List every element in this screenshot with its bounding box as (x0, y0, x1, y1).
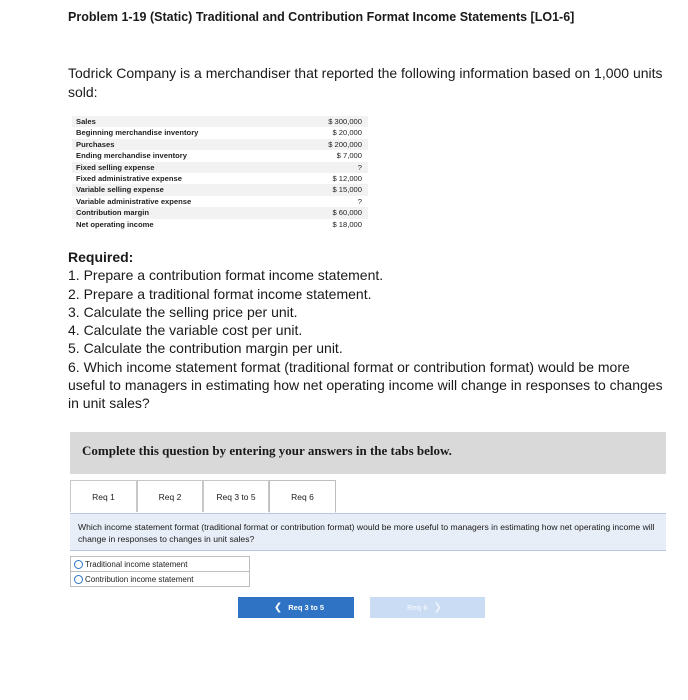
row-value: $ 300,000 (294, 116, 368, 127)
table-row (72, 184, 368, 195)
table-row (72, 207, 368, 218)
row-value: $ 60,000 (294, 207, 368, 218)
next-label: Req 6 (407, 603, 428, 612)
required-item: 5. Calculate the contribution margin per unit. (68, 340, 343, 357)
table-row (72, 196, 368, 207)
required-item: 2. Prepare a traditional format income statement. (68, 285, 372, 302)
option-contribution[interactable] (71, 571, 249, 586)
tab-bar (70, 480, 336, 513)
required-item: 1. Prepare a contribution format income statement. (68, 267, 384, 284)
row-label: Variable selling expense (72, 184, 294, 195)
table-row (72, 162, 368, 173)
row-label: Purchases (72, 139, 294, 150)
row-label: Fixed administrative expense (76, 174, 182, 184)
row-value: $ 18,000 (332, 219, 362, 229)
table-row (72, 139, 368, 150)
row-value: ? (294, 162, 368, 173)
tab-req-6[interactable]: Req 6 (269, 480, 336, 513)
required-section (68, 248, 668, 413)
required-item: 6. Which income statement format (traditional format or contribution format) would be more useful to managers in estimating how net operating income will change in responses to changes in unit sales? (68, 358, 663, 412)
option-traditional[interactable] (71, 557, 249, 571)
row-label: Contribution margin (72, 207, 294, 218)
row-value: $ 12,000 (332, 174, 362, 184)
tab-req-2[interactable]: Req 2 (137, 480, 203, 512)
tab-req-1[interactable]: Req 1 (70, 480, 137, 512)
answer-options (70, 556, 250, 587)
next-button[interactable] (370, 597, 485, 618)
required-item: 3. Calculate the selling price per unit. (68, 303, 298, 320)
table-row (72, 150, 368, 161)
radio-button[interactable] (74, 560, 83, 569)
table-row (72, 219, 368, 230)
instruction-banner: Complete this question by entering your answers in the tabs below. (70, 432, 666, 474)
table-row (72, 173, 368, 184)
option-label: Contribution income statement (85, 574, 194, 584)
chevron-right-icon: ❯ (433, 602, 442, 613)
row-value: $ 15,000 (294, 184, 368, 195)
intro-text: Todrick Company is a merchandiser that reported the following information based on 1,000 units sold: (68, 65, 663, 100)
row-label: Ending merchandise inventory (76, 151, 187, 161)
row-label: Sales (72, 116, 294, 127)
data-table (72, 116, 368, 230)
problem-title: Problem 1-19 (Static) Traditional and Contribution Format Income Statements [LO1-6] (68, 10, 575, 24)
prev-button[interactable] (238, 597, 354, 618)
table-row (72, 116, 368, 127)
row-label: Variable administrative expense (76, 196, 192, 206)
radio-button[interactable] (74, 575, 83, 584)
question-text: Which income statement format (traditional format or contribution format) would be more useful to managers in estimating how net operating income will change in responses to changes in unit sales? (70, 513, 666, 551)
tab-req-3-to-5[interactable]: Req 3 to 5 (203, 480, 269, 512)
row-value: $ 20,000 (332, 128, 362, 138)
row-value: $ 7,000 (336, 151, 362, 161)
table-row (72, 127, 368, 138)
row-value: $ 200,000 (294, 139, 368, 150)
row-label: Net operating income (76, 219, 154, 229)
row-label: Beginning merchandise inventory (76, 128, 199, 138)
option-label: Traditional income statement (85, 559, 188, 569)
prev-label: Req 3 to 5 (288, 603, 325, 612)
chevron-left-icon: ❮ (273, 602, 283, 613)
required-item: 4. Calculate the variable cost per unit. (68, 322, 303, 339)
row-value: ? (357, 196, 362, 206)
row-label: Fixed selling expense (72, 162, 294, 173)
required-heading: Required: (68, 249, 134, 265)
